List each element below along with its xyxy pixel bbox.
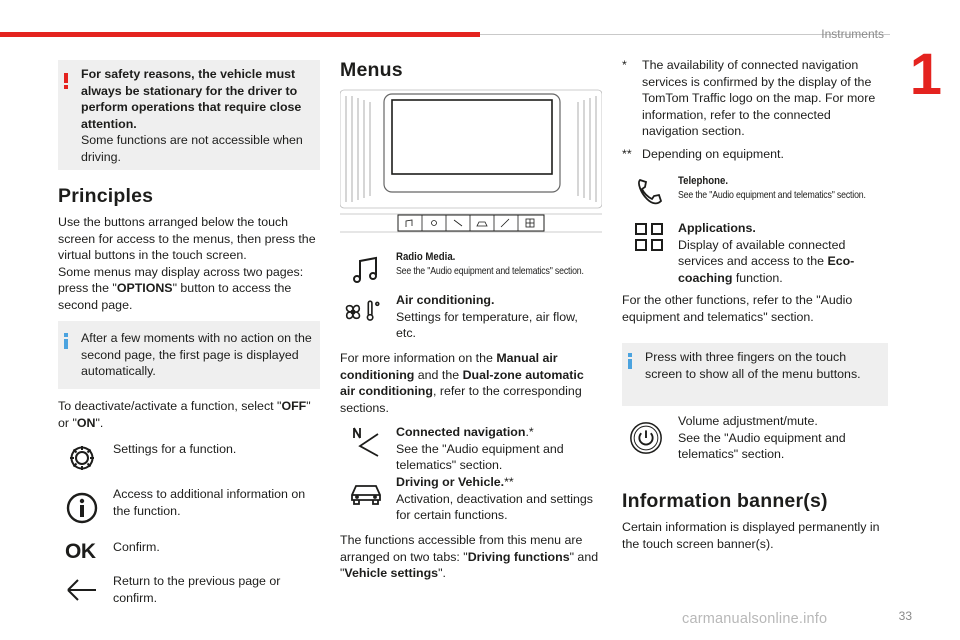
warning-box [58,60,320,170]
ok-icon: OK [65,540,96,563]
connected-navigation-text: See the "Audio equipment and telematics" section. [396,441,564,473]
driving-vehicle-title: Driving or Vehicle. [396,475,505,489]
air-conditioning-text: Settings for temperature, air flow, etc. [396,309,578,341]
radio-media-text: See the "Audio equipment and telematics" section. [396,266,584,277]
driving-vehicle-text: Activation, deactivation and settings for certain functions. [396,491,593,523]
music-note-icon [348,252,384,288]
section-title: Instruments [821,27,884,41]
ok-icon-text: Confirm. [113,540,160,554]
principles-text-1: Use the buttons arranged below the touch screen for access to the menus, then press the virtual buttons in the touch screen. [58,215,316,263]
information-banner-text: Certain information is displayed permanently in the touch screen banner(s). [622,520,880,551]
footnote-2: ** Depending on equipment. [622,146,888,163]
radio-media-item [396,250,614,279]
telephone-item [678,174,896,203]
footnote-1-text: The availability of connected navigation services is confirmed by the display of the TomTom Traffic logo on the map. For more information, refer to the connected navigation section. [642,58,876,139]
volume-title: Volume adjustment/mute. [678,414,818,428]
principles-text-2: Some menus may display across two pages: press the "OPTIONS" button to access the second page. [58,264,304,313]
back-arrow-icon [64,572,100,608]
air-conditioning-title: Air conditioning. [396,293,495,307]
menus-heading: Menus [340,59,403,81]
warning-text: Some functions are not accessible when driving. [81,133,303,165]
radio-media-title: Radio Media. [396,251,456,263]
warning-icon [64,73,68,87]
page-number: 33 [898,609,912,623]
connected-navigation-item: Connected navigation.* See the "Audio equipment and telematics" section. [396,424,601,474]
warning-bold-text: For safety reasons, the vehicle must always be stationary for the driver to perform operations that require close attention. [81,67,302,131]
onoff-paragraph: To deactivate/activate a function, select "OFF" or "ON". [58,399,311,430]
info-box [58,321,320,389]
chapter-number: 1 [909,42,942,107]
fan-icon [344,294,384,330]
air-conditioning-reference: For more information on the Manual air conditioning and the Dual-zone automatic air conditioning, refer to the corresponding sections. [340,351,584,415]
power-icon [628,420,666,458]
back-arrow-text: Return to the previous page or confirm. [113,574,281,605]
touchscreen-illustration [340,86,602,238]
other-functions-paragraph: For the other functions, refer to the "Audio equipment and telematics" section. [622,293,853,324]
applications-item [678,220,883,286]
watermark: carmanualsonline.info [682,611,828,627]
info-icon-text: Access to additional information on the function. [113,487,306,518]
tabs-paragraph: The functions accessible from this menu are arranged on two tabs: "Driving functions" and "Vehicle settings". [340,533,599,581]
apps-grid-icon [632,220,668,256]
footnote-2-text: Depending on equipment. [642,147,784,161]
connected-navigation-title: Connected navigation [396,425,526,439]
gear-icon [64,440,100,476]
telephone-title: Telephone. [678,175,729,187]
header-red-bar [0,32,480,37]
info-box-2 [622,343,888,406]
driving-vehicle-item: Driving or Vehicle.** Activation, deactivation and settings for certain functions. [396,474,601,524]
telephone-text: See the "Audio equipment and telematics" section. [678,190,866,201]
information-banner-heading: Information banner(s) [622,490,828,512]
air-conditioning-item [396,292,596,342]
info-text-2: Press with three fingers on the touch screen to show all of the menu buttons. [645,350,861,381]
volume-item [678,413,883,463]
applications-text: Display of available connected services and access to the Eco-coaching function. [678,237,855,285]
info-mark-icon-2 [628,353,632,367]
info-mark-icon [64,333,68,347]
applications-title: Applications. [678,221,756,235]
info-icon [64,490,100,526]
volume-text: See the "Audio equipment and telematics" section. [678,430,846,462]
phone-icon [632,174,668,210]
principles-paragraph [58,214,320,314]
navigation-icon [348,424,384,460]
info-text: After a few moments with no action on the second page, the first page is displayed automatically. [81,331,312,379]
car-icon [348,476,384,512]
principles-heading: Principles [58,185,154,207]
footnote-1: * The availability of connected navigation services is confirmed by the display of the TomTom Traffic logo on the map. For more information, refer to the connected navigation section. [622,57,888,140]
gear-icon-text: Settings for a function. [113,442,237,456]
